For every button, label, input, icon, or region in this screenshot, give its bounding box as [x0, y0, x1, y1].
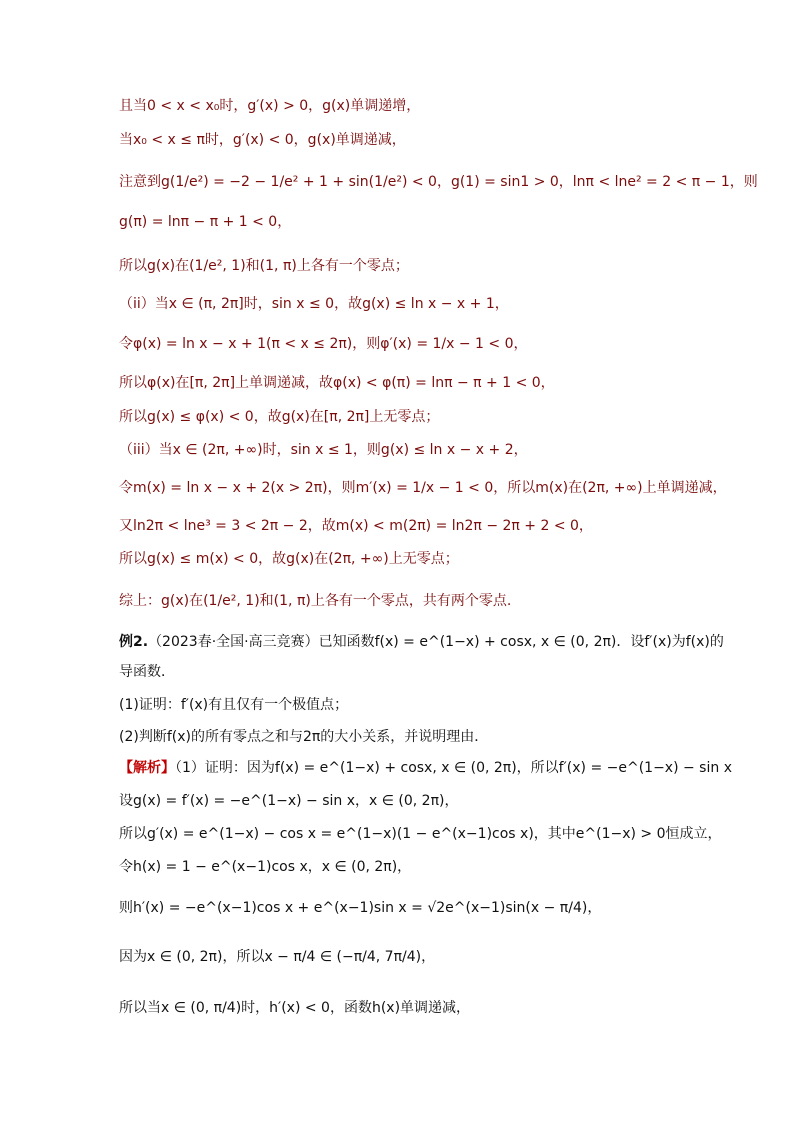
question-2: (2)判断f(x)的所有零点之和与2π的大小关系，并说明理由． [119, 729, 489, 745]
solution-line: 因为x ∈ (0, 2π)，所以x − π/4 ∈ (−π/4, 7π/4)， [119, 949, 436, 965]
solution-text: （1）证明：因为f(x) = e^(1−x) + cosx, x ∈ (0, 2π)，所以f′(x) = −e^(1−x) − sin x [175, 760, 732, 776]
solution-line: 当x₀ < x ≤ π时，g′(x) < 0，g(x)单调递减， [119, 132, 406, 148]
example-label: 例2. [119, 634, 149, 650]
example-stem-cont: 导函数． [119, 664, 175, 680]
solution-line: 所以g(x) ≤ m(x) < 0，故g(x)在(2π, +∞)上无零点； [119, 551, 459, 567]
solution-line: 令m(x) = ln x − x + 2(x > 2π)，则m′(x) = 1/x − 1 < 0，所以m(x)在(2π, +∞)上单调递减， [119, 480, 727, 496]
solution-tag: 【解析】 [119, 760, 175, 776]
example-stem-text: 已知函数f(x) = e^(1−x) + cosx, x ∈ (0, 2π)．设f′(x)为f(x)的 [318, 634, 724, 650]
solution-line: 注意到g(1/e²) = −2 − 1/e² + 1 + sin(1/e²) < 0，g(1) = sin1 > 0，lnπ < lne² = 2 < π − 1，则 [119, 174, 758, 190]
example-stem [119, 632, 734, 652]
solution-line: （ii）当x ∈ (π, 2π]时，sin x ≤ 0，故g(x) ≤ ln x − x + 1， [119, 296, 509, 312]
solution-line: 且当0 < x < x₀时，g′(x) > 0，g(x)单调递增， [119, 98, 421, 114]
solution-first-line [119, 758, 734, 778]
solution-line: g(π) = lnπ − π + 1 < 0， [119, 214, 292, 230]
solution-line: 所以φ(x)在[π, 2π]上单调递减，故φ(x) < φ(π) = lnπ − π + 1 < 0， [119, 375, 555, 391]
solution-line: 令h(x) = 1 − e^(x−1)cos x，x ∈ (0, 2π)， [119, 859, 412, 875]
solution-line: 所以当x ∈ (0, π/4)时，h′(x) < 0，函数h(x)单调递减， [119, 1000, 471, 1016]
example-source: （2023春·全国·高三竞赛） [148, 634, 319, 650]
question-1: (1)证明：f′(x)有且仅有一个极值点； [119, 697, 349, 713]
solution-line: 令φ(x) = ln x − x + 1(π < x ≤ 2π)，则φ′(x) = 1/x − 1 < 0， [119, 336, 528, 352]
solution-line: 所以g′(x) = e^(1−x) − cos x = e^(1−x)(1 − e^(x−1)cos x)，其中e^(1−x) > 0恒成立， [119, 826, 722, 842]
solution-line: 所以g(x) ≤ φ(x) < 0，故g(x)在[π, 2π]上无零点； [119, 409, 440, 425]
solution-line: （iii）当x ∈ (2π, +∞)时，sin x ≤ 1，则g(x) ≤ ln x − x + 2， [119, 442, 528, 458]
solution-line: 又ln2π < lne³ = 3 < 2π − 2，故m(x) < m(2π) = ln2π − 2π + 2 < 0， [119, 518, 593, 534]
solution-line: 所以g(x)在(1/e², 1)和(1, π)上各有一个零点； [119, 258, 409, 274]
solution-line: 则h′(x) = −e^(x−1)cos x + e^(x−1)sin x = √2e^(x−1)sin(x − π/4)， [119, 900, 602, 916]
solution-line: 设g(x) = f′(x) = −e^(1−x) − sin x，x ∈ (0, 2π)， [119, 793, 459, 809]
solution-line: 综上：g(x)在(1/e², 1)和(1, π)上各有一个零点，共有两个零点. [119, 593, 512, 609]
